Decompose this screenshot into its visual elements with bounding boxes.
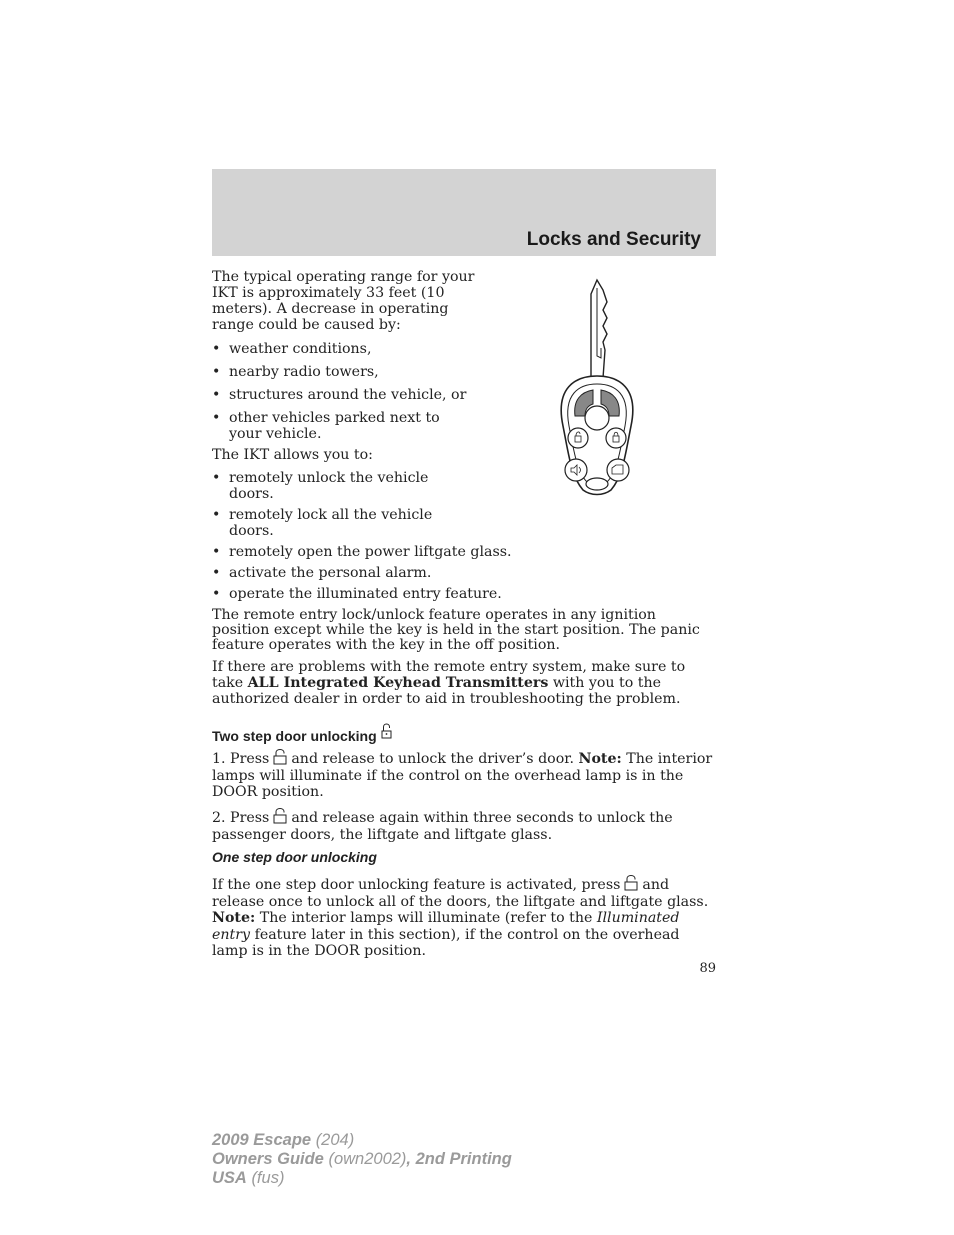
step-two-paragraph <box>212 807 717 843</box>
text-run: 2. Press <box>212 810 270 826</box>
italic-text: Illuminated entry <box>212 910 680 943</box>
list-item: • operate the illuminated entry feature. <box>212 586 632 602</box>
list-item: • weather conditions, <box>212 341 482 357</box>
list-item: • nearby radio towers, <box>212 364 482 380</box>
text-run: 2009 Escape <box>212 1131 312 1149</box>
unlock-icon <box>378 722 394 739</box>
list-item: • remotely open the power liftgate glass. <box>212 544 632 560</box>
unlock-icon <box>272 748 288 765</box>
text-run: The interior lamps will illuminate if the control on the overhead lamp is in the DOOR position. <box>212 751 713 800</box>
text-run: (fus) <box>251 1169 285 1187</box>
troubleshooting-paragraph <box>212 659 717 707</box>
document-footer <box>212 1131 512 1188</box>
text-run: and release to unlock the driver’s door. <box>291 751 574 767</box>
text-run: (own2002) <box>328 1150 407 1168</box>
one-step-heading: One step door unlocking <box>212 849 377 865</box>
text-run: with you to the authorized dealer in order to aid in troubleshooting the problem. <box>212 675 681 707</box>
footer-line <box>212 1169 512 1188</box>
text-run: The interior lamps will illuminate (refer to the <box>259 910 593 926</box>
step-one-paragraph <box>212 748 717 801</box>
note-label: Note: <box>212 910 256 926</box>
heading-text: Two step door unlocking <box>212 728 377 744</box>
text-run: If there are problems with the remote entry system, make sure to take <box>212 659 686 691</box>
remote-entry-paragraph: The remote entry lock/unlock feature operates in any ignition position except while the key is held in the start position. The panic feature operates with the key in the off position. <box>212 607 700 653</box>
unlock-icon <box>623 874 639 891</box>
list-item: • remotely unlock the vehicle doors. <box>212 470 444 502</box>
text-run: Owners Guide <box>212 1150 324 1168</box>
ikt-allows-intro: The IKT allows you to: <box>212 447 373 463</box>
text-run: USA <box>212 1169 247 1187</box>
footer-line <box>212 1131 512 1150</box>
page-number: 89 <box>699 961 716 976</box>
text-run: (204) <box>315 1131 355 1149</box>
unlock-icon <box>272 807 288 824</box>
section-header-bar <box>212 169 716 256</box>
section-title: Locks and Security <box>526 229 701 250</box>
one-step-paragraph <box>212 874 717 960</box>
footer-line <box>212 1150 512 1169</box>
text-run: and release once to unlock all of the doors, the liftgate and liftgate glass. <box>212 877 709 910</box>
text-run: feature later in this section), if the control on the overhead lamp is in the DOOR position. <box>212 926 680 959</box>
intro-paragraph: The typical operating range for your IKT is approximately 33 feet (10 meters). A decrease in operating range could be caused by: <box>212 269 475 333</box>
text-run: , 2nd Printing <box>406 1150 512 1168</box>
list-item: • structures around the vehicle, or <box>212 387 482 403</box>
bold-text: ALL Integrated Keyhead Transmitters <box>247 675 549 691</box>
key-transmitter-illustration <box>553 276 641 498</box>
note-label: Note: <box>578 751 622 767</box>
list-item: • remotely lock all the vehicle doors. <box>212 507 444 539</box>
text-run: and release again within three seconds to unlock the passenger doors, the liftgate and liftgate glass. <box>212 810 673 843</box>
range-causes-list <box>212 341 482 449</box>
text-run: 1. Press <box>212 751 270 767</box>
list-item: • other vehicles parked next to your vehicle. <box>212 410 444 442</box>
list-item: • activate the personal alarm. <box>212 565 632 581</box>
text-run: If the one step door unlocking feature is activated, press <box>212 877 621 893</box>
two-step-heading <box>212 722 397 744</box>
